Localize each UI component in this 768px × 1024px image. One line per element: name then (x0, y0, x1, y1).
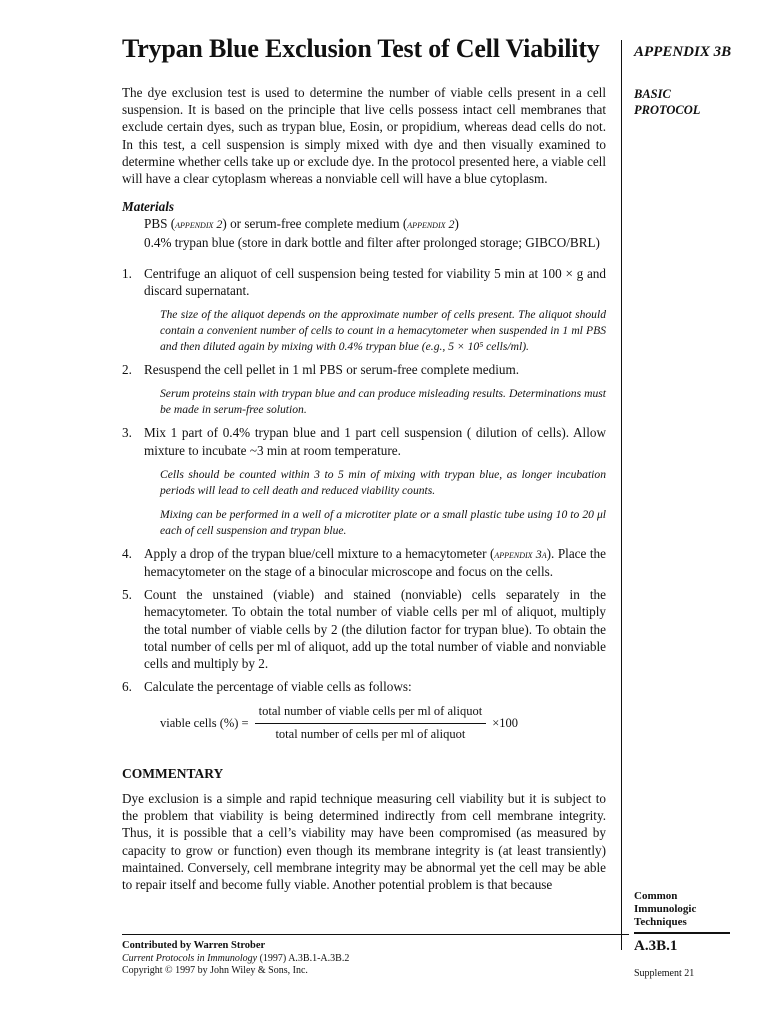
book-section-label (634, 890, 696, 929)
step-1 (122, 265, 606, 299)
footer-rule (122, 934, 629, 935)
step-text: Apply a drop of the trypan blue/cell mixture to a hemacytometer (appendix 3a). Place the hemacytometer on the stage of a binocular microscope and focus on the cells. (144, 545, 606, 580)
book-line2: Immunologic (634, 903, 697, 915)
step-4 (122, 545, 606, 580)
intro-paragraph: The dye exclusion test is used to determine the number of viable cells present in a cell suspension. It is based on the principle that live cells possess intact cell membranes that exclude certain dyes, such as trypan blue, Eosin, or propidium, whereas dead cells do not. In this test, a cell suspension is simply mixed with dye and then visually examined to determine whether cells take up or exclude dye. In the protocol presented here, a viable cell will have a clear cytoplasm whereas a nonviable cell will have a blue cytoplasm. (122, 85, 606, 187)
formula-denominator: total number of cells per ml of aliquot (275, 726, 466, 741)
step-text: Count the unstained (viable) and stained (nonviable) cells separately in the hemacytometer. To obtain the total number of viable cells per ml of aliquot, multiply the total number of viable cells by 2 (the dilution factor for trypan blue). To obtain the total number of cells per ml of aliquot, add up the total number of viable and nonviable cells and multiply by 2. (144, 587, 606, 672)
step-number: 4. (122, 545, 132, 561)
step-3 (122, 424, 606, 458)
main-text (122, 84, 606, 893)
step-number: 2. (122, 362, 132, 378)
contributor-line: Contributed by Warren Strober (122, 940, 266, 951)
step-text: Calculate the percentage of viable cells as follows: (144, 679, 412, 695)
step-number: 6. (122, 679, 132, 695)
material-item: 0.4% trypan blue (store in dark bottle and filter after prolonged storage; GIBCO/BRL) (144, 234, 600, 250)
step-text: Mix 1 part of 0.4% trypan blue and 1 part cell suspension ( dilution of cells). Allow mixture to incubate ~3 min at room temperature. (144, 425, 606, 458)
commentary-heading: COMMENTARY (122, 765, 224, 781)
protocol-label (634, 86, 700, 118)
step-6 (122, 678, 606, 695)
step-5 (122, 586, 606, 672)
protocol-label-line1: BASIC (634, 87, 671, 101)
book-line1: Common (634, 890, 678, 902)
step-number: 1. (122, 265, 132, 281)
viability-formula (160, 703, 606, 742)
formula-multiplier: ×100 (492, 715, 518, 730)
step-number: 5. (122, 587, 132, 603)
supplement-label: Supplement 21 (634, 968, 695, 979)
sidebar-footer-rule (634, 932, 730, 934)
step-note: The size of the aliquot depends on the approximate number of cells present. The aliquot should contain a convenient number of cells to count in a hemacytometer when suspended in 1 ml PBS and then diluted again by mixing with 0.4% trypan blue (e.g., 5 × 10⁵ cells/ml). (160, 308, 606, 354)
step-note: Cells should be counted within 3 to 5 min of mixing with trypan blue, as longer incubation periods will lead to cell death and reduced viability counts. (160, 467, 606, 497)
protocol-steps (122, 265, 606, 696)
margin-vertical-rule (621, 40, 622, 950)
protocol-label-line2: PROTOCOL (634, 103, 701, 117)
material-item: PBS (appendix 2) or serum-free complete medium (appendix 2) (144, 216, 459, 232)
step-number: 3. (122, 425, 132, 441)
formula-lhs: viable cells (%) = (160, 715, 249, 730)
page-title: Trypan Blue Exclusion Test of Cell Viability (122, 34, 600, 63)
formula-fraction (255, 703, 487, 742)
materials-heading: Materials (122, 199, 175, 215)
step-text: Resuspend the cell pellet in 1 ml PBS or serum-free complete medium. (144, 362, 520, 378)
step-text: Centrifuge an aliquot of cell suspension being tested for viability 5 min at 100 × g and discard supernatant. (144, 265, 606, 299)
citation-line: Current Protocols in Immunology (1997) A.3B.1-A.3B.2 (122, 952, 350, 964)
step-note: Serum proteins stain with trypan blue and can produce misleading results. Determinations must be made in serum-free solution. (160, 387, 606, 417)
appendix-label: APPENDIX 3B (634, 44, 732, 60)
copyright-line: Copyright © 1997 by John Wiley & Sons, Inc. (122, 965, 308, 976)
page-number: A.3B.1 (634, 938, 678, 954)
book-line3: Techniques (634, 916, 687, 928)
footer (122, 940, 349, 978)
formula-numerator: total number of viable cells per ml of aliquot (255, 703, 487, 723)
step-note: Mixing can be performed in a well of a microtiter plate or a small plastic tube using 10 to 20 μl each of cell suspension and trypan blue. (160, 507, 606, 537)
commentary-paragraph: Dye exclusion is a simple and rapid technique measuring cell viability but it is subject to the problem that viability is being determined indirectly from cell membrane integrity. Thus, it is possible that a cell’s viability may have been compromised (as measured by capacity to grow or function) even though its membrane integrity is (at least transiently) maintained. Conversely, cell membrane integrity may be abnormal yet the cell may be able to repair itself and become fully viable. Another potential problem is that because (122, 791, 606, 893)
step-2 (122, 361, 606, 378)
